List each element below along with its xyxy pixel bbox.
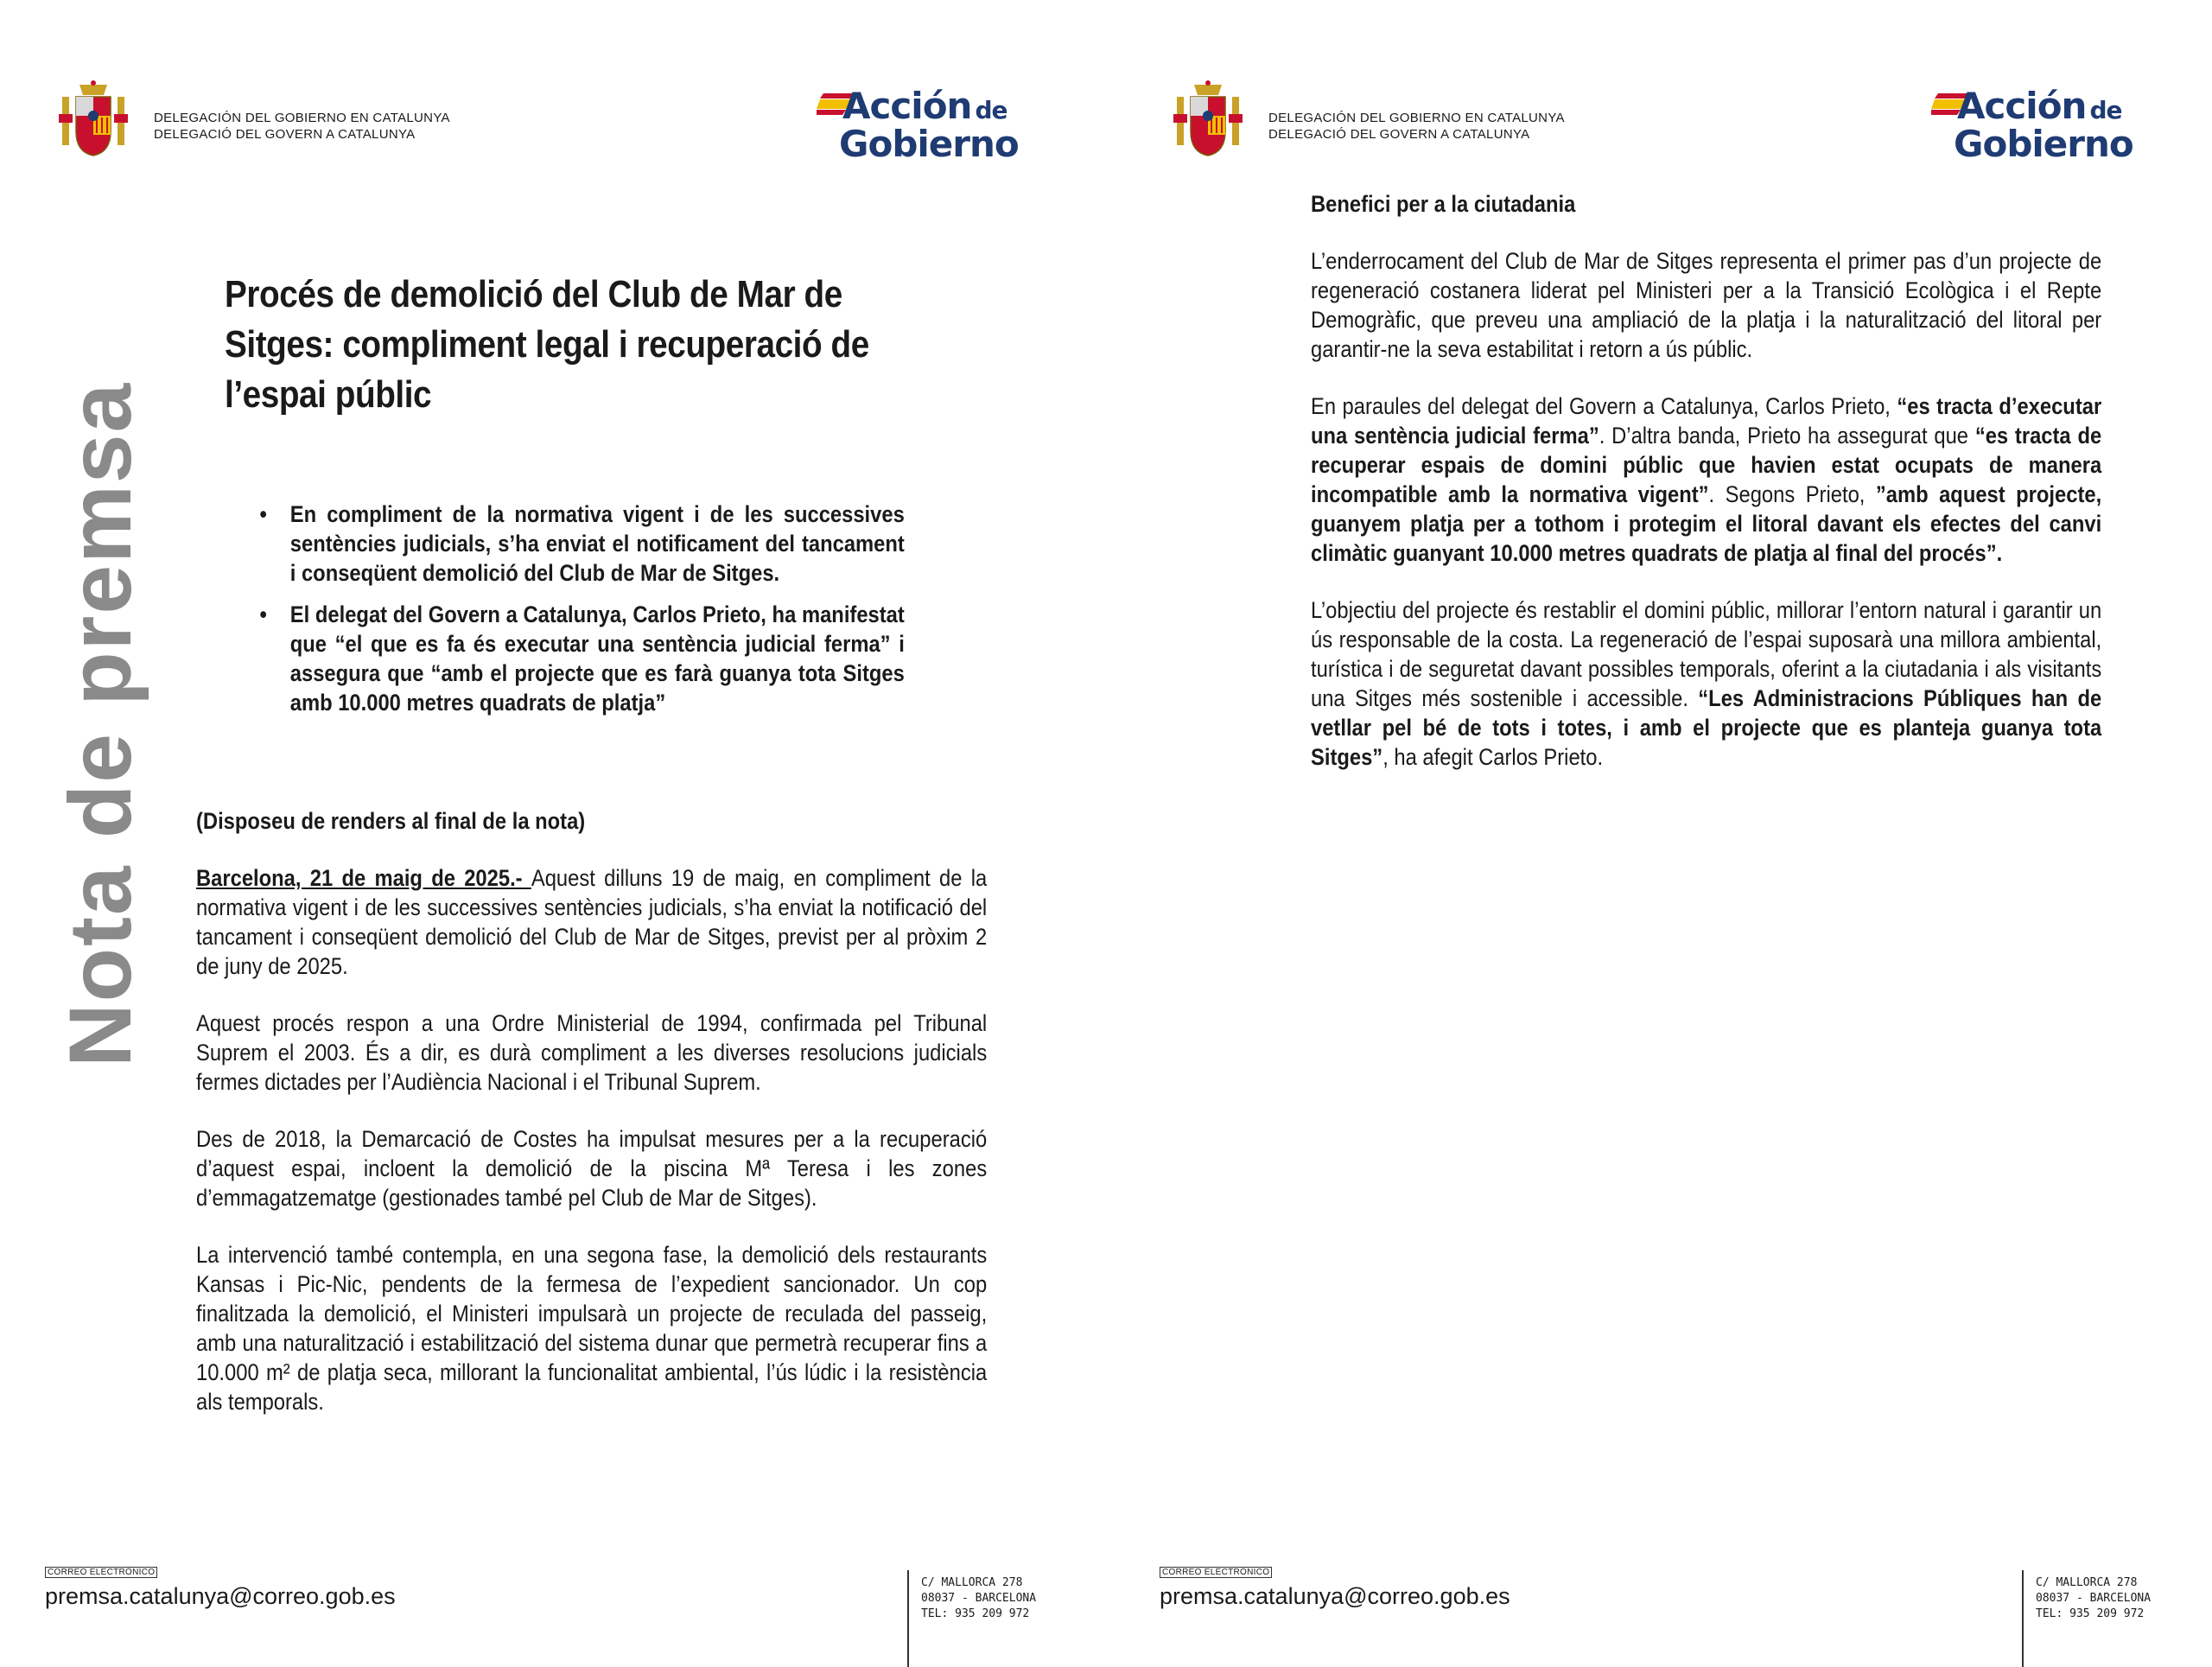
paragraph: Des de 2018, la Demarcació de Costes ha impulsat mesures per a la recuperació d’aquest espai, incloent la demolició de la piscina Mª Teresa i les zones d’emmagatzematge (gestionades també pel Club de Mar de Sitges).	[196, 1126, 988, 1211]
delegation-es: DELEGACIÓN DEL GOBIERNO EN CATALUNYA	[154, 111, 450, 125]
sidebar-label: Nota de premsa	[51, 381, 149, 1067]
paragraph: L’objectiu del projecte és restablir el domini públic, millorar l’entorn natural i garantir un ús responsable de la costa. La regeneració de l’espai suposarà una millora ambiental, turística i de seguretat davant possibles temporals, oferint a la ciutadania i als visitants una Sitges més sostenible i accessible. “Les Administracions Públiques han de vetllar pel bé de tots i totes, i amb el projecte que es planteja guanya tota Sitges”, ha afegit Carlos Prieto.	[1311, 597, 2102, 770]
footer-address: C/ MALLORCA 278 08037 - BARCELONA TEL: 935 209 972	[921, 1576, 1037, 1620]
right-body	[1311, 189, 2101, 799]
section-heading: Benefici per a la ciutadania	[1311, 191, 1576, 217]
email-link[interactable]: premsa.catalunya@correo.gob.es	[1160, 1583, 1510, 1609]
logo-word-de: de	[2089, 96, 2122, 124]
logo-word-accion: Acción	[842, 85, 972, 127]
summary-bullets	[251, 499, 905, 729]
paragraph: L’enderrocament del Club de Mar de Sitges representa el primer pas d’un projecte de regeneració costanera liderat pel Ministeri per a la Transició Ecològica i el Repte Demogràfic, que preveu una ampliació de la platja i la naturalització del litoral per garantir-ne la seva estabilitat i retorn a ús públic.	[1311, 248, 2102, 362]
page-2	[1115, 0, 2212, 1662]
email-label: CORREO ELECTRÓNICO	[45, 1567, 157, 1578]
paragraph: Barcelona, 21 de maig de 2025.- Aquest dilluns 19 de maig, en compliment de la normativa vigent i de les successives sentències judicials, s’ha enviat la notificació del tancament i conseqüent demolició del Club de Mar de Sitges, previst per al pròxim 2 de juny de 2025.	[196, 865, 988, 979]
renders-note: (Disposeu de renders al final de la nota)	[196, 808, 586, 834]
page-title: Procés de demolició del Club de Mar de Sitges: compliment legal i recuperació de l’espai públic	[225, 273, 869, 416]
logo-word-de: de	[975, 96, 1007, 124]
accion-de-gobierno-logo	[1931, 85, 2147, 165]
logo-word-gobierno: Gobierno	[1954, 123, 2133, 165]
spanish-coat-of-arms-icon	[57, 80, 130, 159]
spanish-coat-of-arms-icon	[1172, 80, 1244, 159]
paragraph: Aquest procés respon a una Ordre Ministerial de 1994, confirmada pel Tribunal Suprem el 2003. És a dir, es durà compliment a les diverses resolucions judicials fermes dictades per l’Audiència Nacional i el Tribunal Suprem.	[196, 1010, 988, 1095]
email-link[interactable]: premsa.catalunya@correo.gob.es	[45, 1583, 396, 1609]
footer-divider	[2022, 1570, 2024, 1667]
footer-divider	[907, 1570, 909, 1667]
delegation-ca: DELEGACIÓ DEL GOVERN A CATALUNYA	[1268, 127, 1530, 142]
paragraph: En paraules del delegat del Govern a Catalunya, Carlos Prieto, “es tracta d’executar una sentència judicial ferma”. D’altra banda, Prieto ha assegurat que “es tracta de recuperar espais de domini públic que havien estat ocupats de manera incompatible amb la normativa vigent”. Segons Prieto, ”amb aquest projecte, guanyem platja per a tothom i protegim el litoral davant els efectes del canvi climàtic guanyant 10.000 metres quadrats de platja al final del procés”.	[1311, 393, 2102, 566]
delegation-name	[1268, 110, 1565, 143]
accion-de-gobierno-logo	[817, 85, 1033, 165]
bullet-icon: •	[259, 501, 267, 527]
bullet-item: • En compliment de la normativa vigent i de les successives sentències judicials, s’ha enviat el notificament del tancament i conseqüent demolició del Club de Mar de Sitges.	[259, 501, 905, 586]
left-body	[196, 806, 987, 1444]
bullet-item: • El delegat del Govern a Catalunya, Carlos Prieto, ha manifestat que “el que es fa és executar una sentència judicial ferma” i assegura que “amb el projecte que es farà guanya tota Sitges amb 10.000 metres quadrats de platja”	[259, 601, 905, 716]
delegation-es: DELEGACIÓN DEL GOBIERNO EN CATALUNYA	[1268, 111, 1565, 125]
delegation-ca: DELEGACIÓ DEL GOVERN A CATALUNYA	[154, 127, 416, 142]
logo-word-accion: Acción	[1957, 85, 2087, 127]
page-1	[0, 0, 1106, 1662]
bullet-icon: •	[259, 601, 267, 627]
email-label: CORREO ELECTRÓNICO	[1160, 1567, 1272, 1578]
delegation-name	[154, 110, 450, 143]
footer-address: C/ MALLORCA 278 08037 - BARCELONA TEL: 935 209 972	[2036, 1576, 2152, 1620]
paragraph: La intervenció també contempla, en una segona fase, la demolició dels restaurants Kansas i Pic-Nic, pendents de la fermesa de l’expedient sancionador. Un cop finalitzada la demolició, el Ministeri impulsarà un projecte de reculada del passeig, amb una naturalització i estabilització del sistema dunar que permetrà recuperar fins a 10.000 m² de platja seca, millorant la funcionalitat ambiental, l’ús lúdic i la resistència als temporals.	[196, 1242, 988, 1415]
logo-word-gobierno: Gobierno	[839, 123, 1019, 165]
dateline: Barcelona, 21 de maig de 2025.-	[196, 865, 531, 891]
